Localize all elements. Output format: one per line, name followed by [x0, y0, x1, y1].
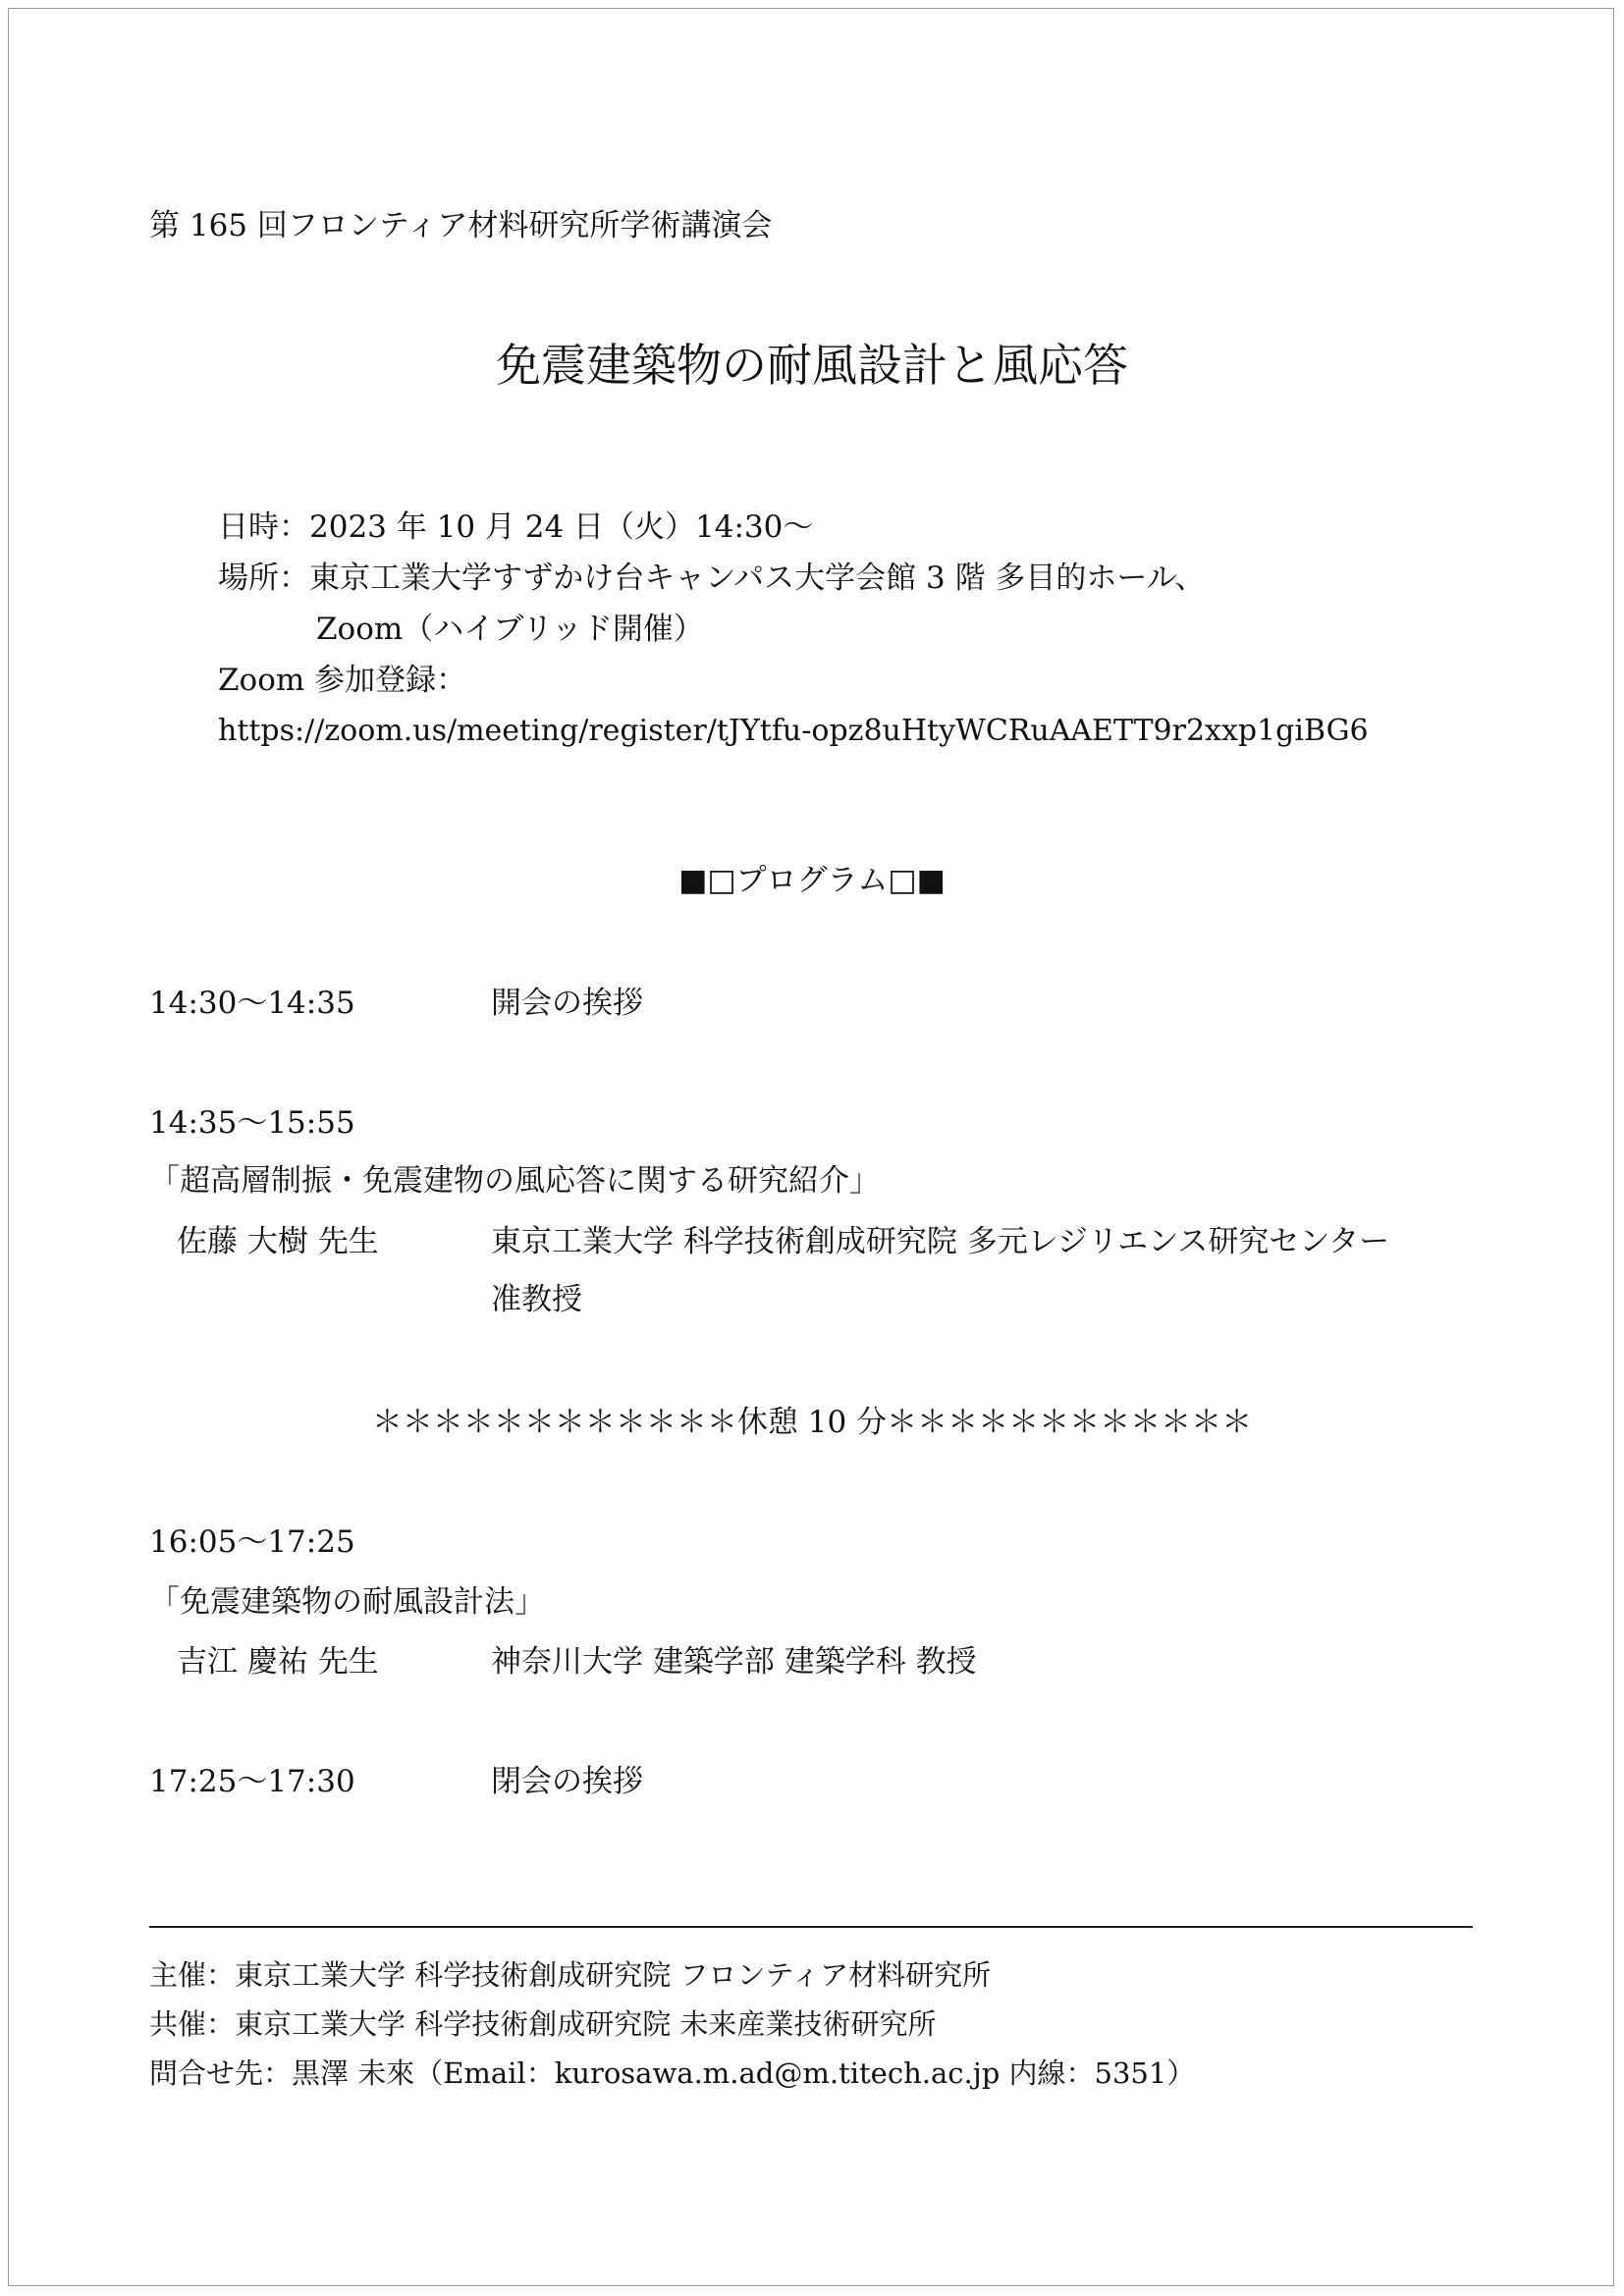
- program-heading: ■□プログラム□■: [678, 863, 946, 898]
- talk1-position: 准教授: [491, 1282, 582, 1317]
- contact-info: 問合せ先：黒澤 未來（Email：kurosawa.m.ad@m.titech.ac.jp 内線：5351）: [149, 2056, 1196, 2090]
- co-organizer: 共催：東京工業大学 科学技術創成研究院 未来産業技術研究所: [149, 2007, 937, 2041]
- event-venue: 場所：東京工業大学すずかけ台キャンパス大学会館 3 階 多目的ホール、: [218, 561, 1206, 596]
- event-series: 第 165 回フロンティア材料研究所学術講演会: [149, 208, 773, 243]
- zoom-registration-link[interactable]: https://zoom.us/meeting/register/tJYtfu-opz8uHtyWCRuAAETT9r2xxp1giBG6: [218, 714, 1369, 748]
- talk2-title: 「免震建築物の耐風設計法」: [149, 1584, 545, 1620]
- break-notice: ＊＊＊＊＊＊＊＊＊＊＊＊休憩 10 分＊＊＊＊＊＊＊＊＊＊＊＊: [371, 1405, 1253, 1440]
- event-datetime: 日時：2023 年 10 月 24 日（火）14:30～: [218, 509, 814, 545]
- organizer: 主催：東京工業大学 科学技術創成研究院 フロンティア材料研究所: [149, 1958, 992, 1992]
- closing-time: 17:25～17:30: [149, 1764, 355, 1799]
- opening-time: 14:30～14:35: [149, 986, 355, 1021]
- talk1-affiliation: 東京工業大学 科学技術創成研究院 多元レジリエンス研究センター: [491, 1224, 1390, 1259]
- zoom-registration-label: Zoom 参加登録：: [218, 663, 467, 698]
- opening-label: 開会の挨拶: [491, 986, 643, 1021]
- talk2-affiliation: 神奈川大学 建築学部 建築学科 教授: [491, 1644, 977, 1680]
- talk1-title: 「超高層制振・免震建物の風応答に関する研究紹介」: [149, 1163, 880, 1199]
- page-title: 免震建築物の耐風設計と風応答: [496, 339, 1128, 392]
- footer-divider: [149, 1926, 1473, 1928]
- talk2-time: 16:05～17:25: [149, 1524, 355, 1560]
- talk2-speaker: 吉江 慶祐 先生: [177, 1644, 379, 1680]
- talk1-time: 14:35～15:55: [149, 1105, 355, 1141]
- event-venue-continued: Zoom（ハイブリッド開催）: [316, 612, 704, 647]
- talk1-speaker: 佐藤 大樹 先生: [177, 1224, 379, 1259]
- closing-label: 閉会の挨拶: [491, 1764, 643, 1799]
